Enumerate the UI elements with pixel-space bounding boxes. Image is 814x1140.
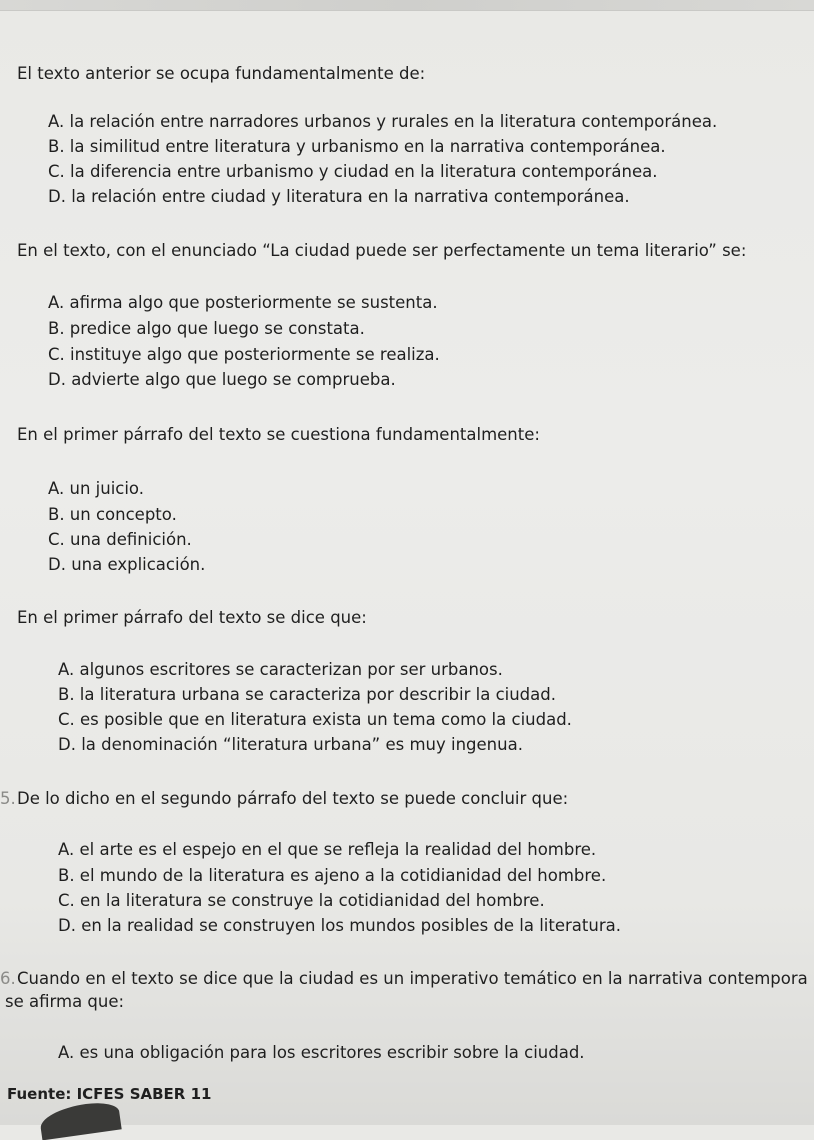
q1-option-b[interactable]: B. la similitud entre literatura y urbanismo en la narrativa contemporánea.: [48, 137, 666, 156]
question-text: En el primer párrafo del texto se dice que:: [17, 608, 367, 627]
question-text: De lo dicho en el segundo párrafo del texto se puede concluir que:: [17, 789, 569, 808]
question-number: 5.: [0, 789, 16, 808]
q3-option-b[interactable]: B. un concepto.: [48, 505, 177, 524]
question-5-stem: [0, 789, 568, 808]
question-4-stem: [0, 608, 367, 627]
q1-option-c[interactable]: C. la diferencia entre urbanismo y ciudad en la literatura contemporánea.: [48, 162, 658, 181]
question-2-stem: [0, 241, 746, 260]
question-6-stem: [0, 969, 808, 988]
question-1-stem: [0, 64, 425, 83]
question-text: Cuando en el texto se dice que la ciudad es un imperativo temático en la narrativa contempora: [17, 969, 808, 988]
page-top-edge: [0, 0, 814, 11]
q1-option-a[interactable]: A. la relación entre narradores urbanos y rurales en la literatura contemporánea.: [48, 112, 718, 131]
q2-option-c[interactable]: C. instituye algo que posteriormente se realiza.: [48, 345, 440, 364]
q1-option-d[interactable]: D. la relación entre ciudad y literatura en la narrativa contemporánea.: [48, 187, 630, 206]
q6-option-a[interactable]: A. es una obligación para los escritores escribir sobre la ciudad.: [58, 1043, 585, 1062]
question-3-stem: [0, 425, 540, 444]
q5-option-c[interactable]: C. en la literatura se construye la cotidianidad del hombre.: [58, 891, 545, 910]
q3-option-a[interactable]: A. un juicio.: [48, 479, 144, 498]
q4-option-d[interactable]: D. la denominación “literatura urbana” es muy ingenua.: [58, 735, 523, 754]
page-corner-shadow: [38, 1100, 121, 1140]
q3-option-c[interactable]: C. una definición.: [48, 530, 192, 549]
q4-option-c[interactable]: C. es posible que en literatura exista un tema como la ciudad.: [58, 710, 572, 729]
q2-option-b[interactable]: B. predice algo que luego se constata.: [48, 319, 365, 338]
question-text: En el primer párrafo del texto se cuestiona fundamentalmente:: [17, 425, 540, 444]
source-credit: Fuente: ICFES SABER 11: [7, 1085, 212, 1103]
q4-option-b[interactable]: B. la literatura urbana se caracteriza por describir la ciudad.: [58, 685, 556, 704]
question-6-stem-continuation: se afirma que:: [5, 992, 125, 1011]
question-text: El texto anterior se ocupa fundamentalmente de:: [17, 64, 426, 83]
q4-option-a[interactable]: A. algunos escritores se caracterizan por ser urbanos.: [58, 660, 503, 679]
q5-option-a[interactable]: A. el arte es el espejo en el que se refleja la realidad del hombre.: [58, 840, 597, 859]
question-text: En el texto, con el enunciado “La ciudad puede ser perfectamente un tema literario” se:: [17, 241, 747, 260]
q3-option-d[interactable]: D. una explicación.: [48, 555, 206, 574]
question-number: 6.: [0, 969, 16, 988]
q2-option-d[interactable]: D. advierte algo que luego se comprueba.: [48, 370, 396, 389]
q5-option-d[interactable]: D. en la realidad se construyen los mundos posibles de la literatura.: [58, 916, 621, 935]
q5-option-b[interactable]: B. el mundo de la literatura es ajeno a la cotidianidad del hombre.: [58, 866, 607, 885]
q2-option-a[interactable]: A. afirma algo que posteriormente se sustenta.: [48, 293, 438, 312]
